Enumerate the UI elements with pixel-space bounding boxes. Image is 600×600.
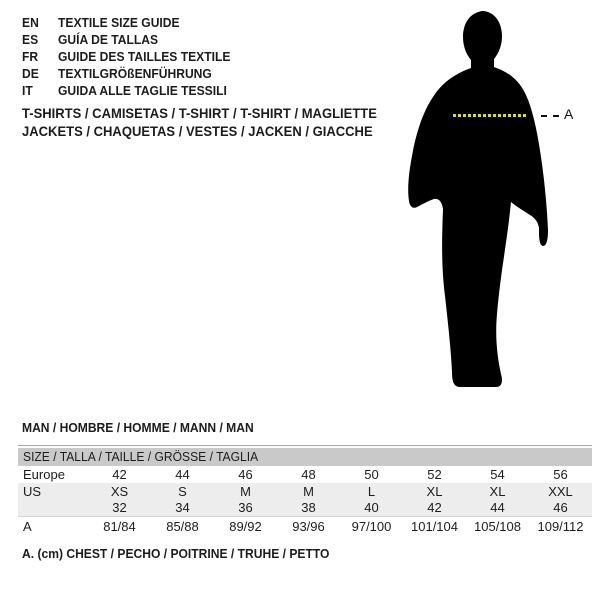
table-cell: 56 [553,467,568,482]
language-label: TEXTILGRÖßENFÜHRUNG [58,66,212,81]
table-cell: M [303,484,314,499]
table-row [18,466,592,483]
table-cell: 50 [364,467,379,482]
table-cell: 109/112 [537,519,584,534]
table-cell: 93/96 [292,519,325,534]
table-cell: S [178,484,187,499]
measurement-footnote-text: A. (cm) CHEST / PECHO / POITRINE / TRUHE / PETTO [22,546,330,561]
language-code: FR [22,49,39,64]
table-cell: 42 [427,500,442,515]
language-row [22,31,243,48]
size-table-rows [18,466,592,535]
table-cell: 89/92 [229,519,262,534]
language-code: IT [22,83,33,98]
language-label: GUÍA DE TALLAS [58,32,159,47]
language-row [22,14,243,31]
table-cell: L [367,484,376,499]
table-cell: XS [110,484,129,499]
measurement-footnote [22,546,353,561]
table-cell: 105/108 [474,519,521,534]
garment-line [22,104,404,122]
table-row [18,483,592,500]
table-cell: 48 [301,467,316,482]
table-cell: 52 [427,467,442,482]
language-code: ES [22,32,39,47]
row-label: Europe [23,467,65,482]
table-cell: 34 [175,500,190,515]
table-cell: 44 [490,500,505,515]
man-silhouette-graphic [406,8,574,393]
garment-line-text: JACKETS / CHAQUETAS / VESTES / JACKEN / GIACCHE [22,123,373,139]
row-label: A [23,519,32,534]
table-cell: 44 [175,467,190,482]
language-label: TEXTILE SIZE GUIDE [58,15,180,30]
row-label [18,500,88,516]
garment-line [22,122,404,140]
table-cell: 54 [490,467,505,482]
section-title [22,420,271,435]
language-row [22,48,243,65]
table-cell: 97/100 [351,519,392,534]
table-cell: XL [489,484,506,499]
language-label: GUIDA ALLE TAGLIE TESSILI [58,83,227,98]
size-table [18,445,592,535]
table-cell: 40 [364,500,379,515]
table-cell: 42 [112,467,127,482]
table-cell: M [240,484,251,499]
table-row [18,500,592,516]
language-code: DE [22,66,39,81]
table-row [18,516,592,535]
table-cell: 38 [301,500,316,515]
measure-callout-dashes [541,115,559,117]
chest-measure-line [453,114,527,117]
section-title-text: MAN / HOMBRE / HOMME / MANN / MAN [22,420,254,435]
table-cell: 85/88 [166,519,199,534]
row-label: US [23,484,42,499]
table-cell: XXL [548,484,573,499]
language-row [22,82,243,99]
garment-line-text: T-SHIRTS / CAMISETAS / T-SHIRT / T-SHIRT / MAGLIETTE [22,105,377,121]
language-label: GUIDE DES TAILLES TEXTILE [58,49,231,64]
table-cell: 32 [112,500,127,515]
size-table-header [18,448,592,466]
man-silhouette [406,8,574,393]
table-cell: 46 [553,500,568,515]
language-code: EN [22,15,39,30]
garment-type-list [22,104,404,140]
table-cell: 101/104 [411,519,458,534]
table-cell: XL [426,484,443,499]
table-cell: 36 [238,500,253,515]
table-cell: 46 [238,467,253,482]
measure-label-a: A [564,106,574,122]
table-cell: 81/84 [103,519,136,534]
language-list [22,14,243,99]
size-table-header-text: SIZE / TALLA / TAILLE / GRÖSSE / TAGLIA [23,449,259,464]
language-row [22,65,243,82]
